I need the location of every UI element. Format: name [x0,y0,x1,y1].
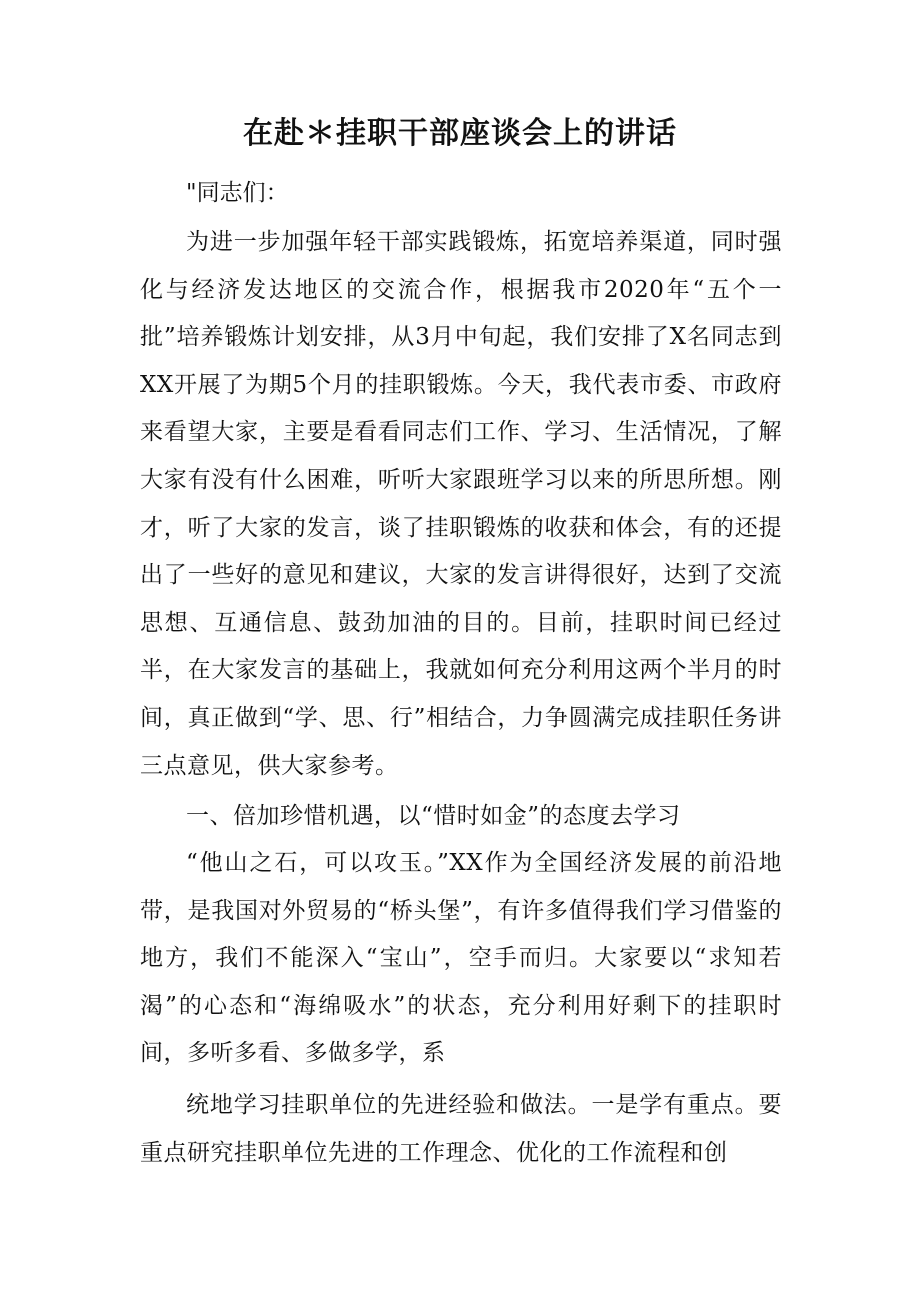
salutation: "同志们： [186,180,289,206]
document-title: 在赴＊挂职干部座谈会上的讲话 [243,116,677,151]
paragraph-section-1: “他山之石，可以攻玉。”XX作为全国经济发展的前沿地带，是我国对外贸易的“桥头堡”，有许多值得我们学习借鉴的地方，我们不能深入“宝山”，空手而归。大家要以“求知若渴”的心态和“海绵吸水”的状态，充分利用好剩下的挂职时间，多听多看、多做多学，系 [140,850,782,1067]
paragraph-section-1-continued: 统地学习挂职单位的先进经验和做法。一是学有重点。要重点研究挂职单位先进的工作理念、优化的工作流程和创 [140,1092,782,1166]
paragraph-intro: 为进一步加强年轻干部实践锻炼，拓宽培养渠道，同时强化与经济发达地区的交流合作，根据我市2020年“五个一批”培养锻炼计划安排，从3月中旬起，我们安排了X名同志到XX开展了为期5个月的挂职锻炼。今天，我代表市委、市政府来看望大家，主要是看看同志们工作、学习、生活情况，了解大家有没有什么困难，听听大家跟班学习以来的所思所想。刚才，听了大家的发言，谈了挂职锻炼的收获和体会，有的还提出了一些好的意见和建议，大家的发言讲得很好，达到了交流思想、互通信息、鼓劲加油的目的。目前，挂职时间已经过半，在大家发言的基础上，我就如何充分利用这两个半月的时间，真正做到“学、思、行”相结合，力争圆满完成挂职任务讲三点意见，供大家参考。 [140,229,782,779]
section-heading-1: 一、倍加珍惜机遇，以“惜时如金”的态度去学习 [186,803,681,829]
